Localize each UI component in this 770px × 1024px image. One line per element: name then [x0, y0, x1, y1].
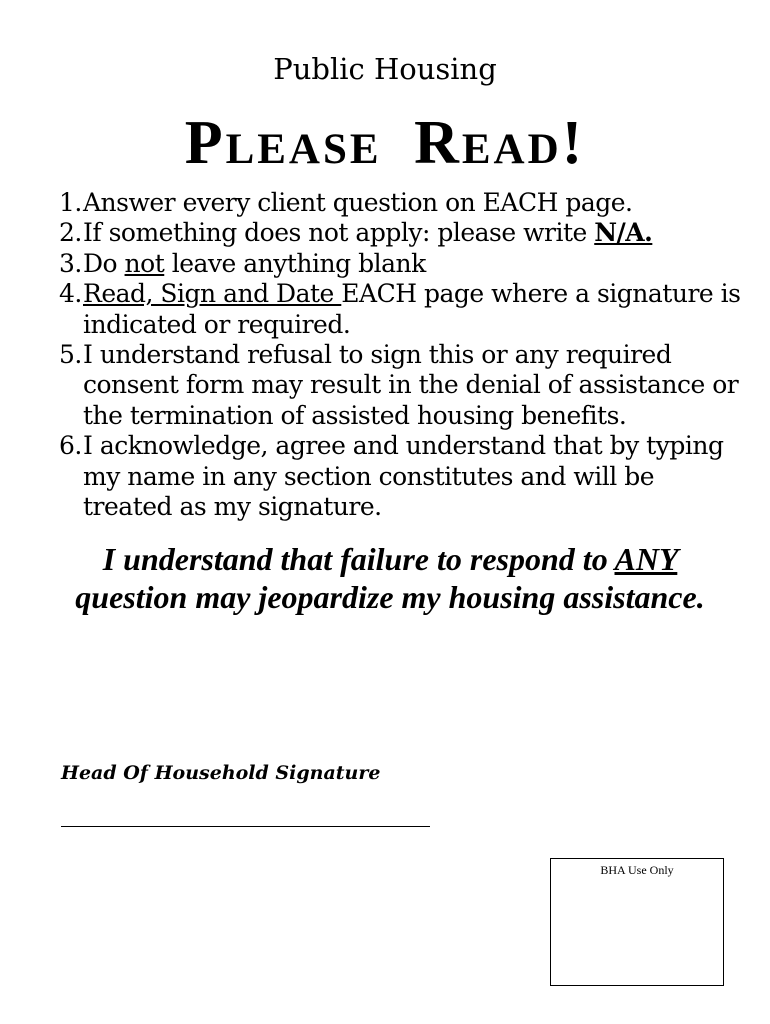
not-emphasis: not [124, 248, 165, 278]
read-sign-date-emphasis: Read, Sign and Date [83, 279, 342, 309]
instruction-number: 6. [59, 431, 82, 461]
instruction-text [83, 279, 749, 340]
office-use-label: BHA Use Only [600, 863, 674, 877]
instruction-number: 2. [59, 218, 82, 248]
instruction-number: 1. [59, 188, 82, 217]
signature-label: Head Of Household Signature [61, 762, 381, 784]
instruction-text: I acknowledge, agree and understand that by typing my name in any section constitutes and will be treated as my signature. [83, 431, 724, 522]
instruction-item-6 [59, 431, 749, 522]
instruction-number: 4. [59, 279, 82, 309]
instruction-item-2 [59, 218, 749, 248]
page-title: Public Housing [273, 52, 497, 86]
instruction-number: 3. [59, 248, 82, 278]
instruction-item-5 [59, 340, 749, 431]
instruction-number: 5. [59, 340, 82, 370]
instruction-text: I understand refusal to sign this or any required consent form may result in the denial of assistance or the termination of assisted housing benefits. [83, 340, 739, 430]
office-use-box [550, 858, 724, 986]
instruction-item-1 [59, 188, 749, 218]
statement-text-part: question may jeopardize my housing assistance. [75, 578, 705, 615]
instruction-text [83, 249, 749, 279]
instruction-text-part: leave anything blank [164, 248, 426, 278]
instruction-list [59, 188, 749, 522]
instruction-text-part: Do [83, 248, 125, 278]
instruction-item-4 [59, 279, 749, 340]
instruction-text [83, 218, 749, 248]
statement-text-part: I understand that failure to respond to [102, 541, 615, 577]
acknowledgement-statement [60, 541, 720, 616]
instruction-text: Answer every client question on EACH page. [83, 188, 633, 217]
any-emphasis: ANY [614, 541, 678, 577]
instruction-text-part: EACH page where a signature is indicated or required. [83, 279, 741, 339]
signature-line[interactable] [61, 826, 430, 827]
instruction-item-3 [59, 249, 749, 279]
instruction-text-part: If something does not apply: please write [83, 218, 595, 248]
na-emphasis: N/A. [594, 218, 653, 248]
please-read-banner: Please Read! [184, 109, 586, 177]
